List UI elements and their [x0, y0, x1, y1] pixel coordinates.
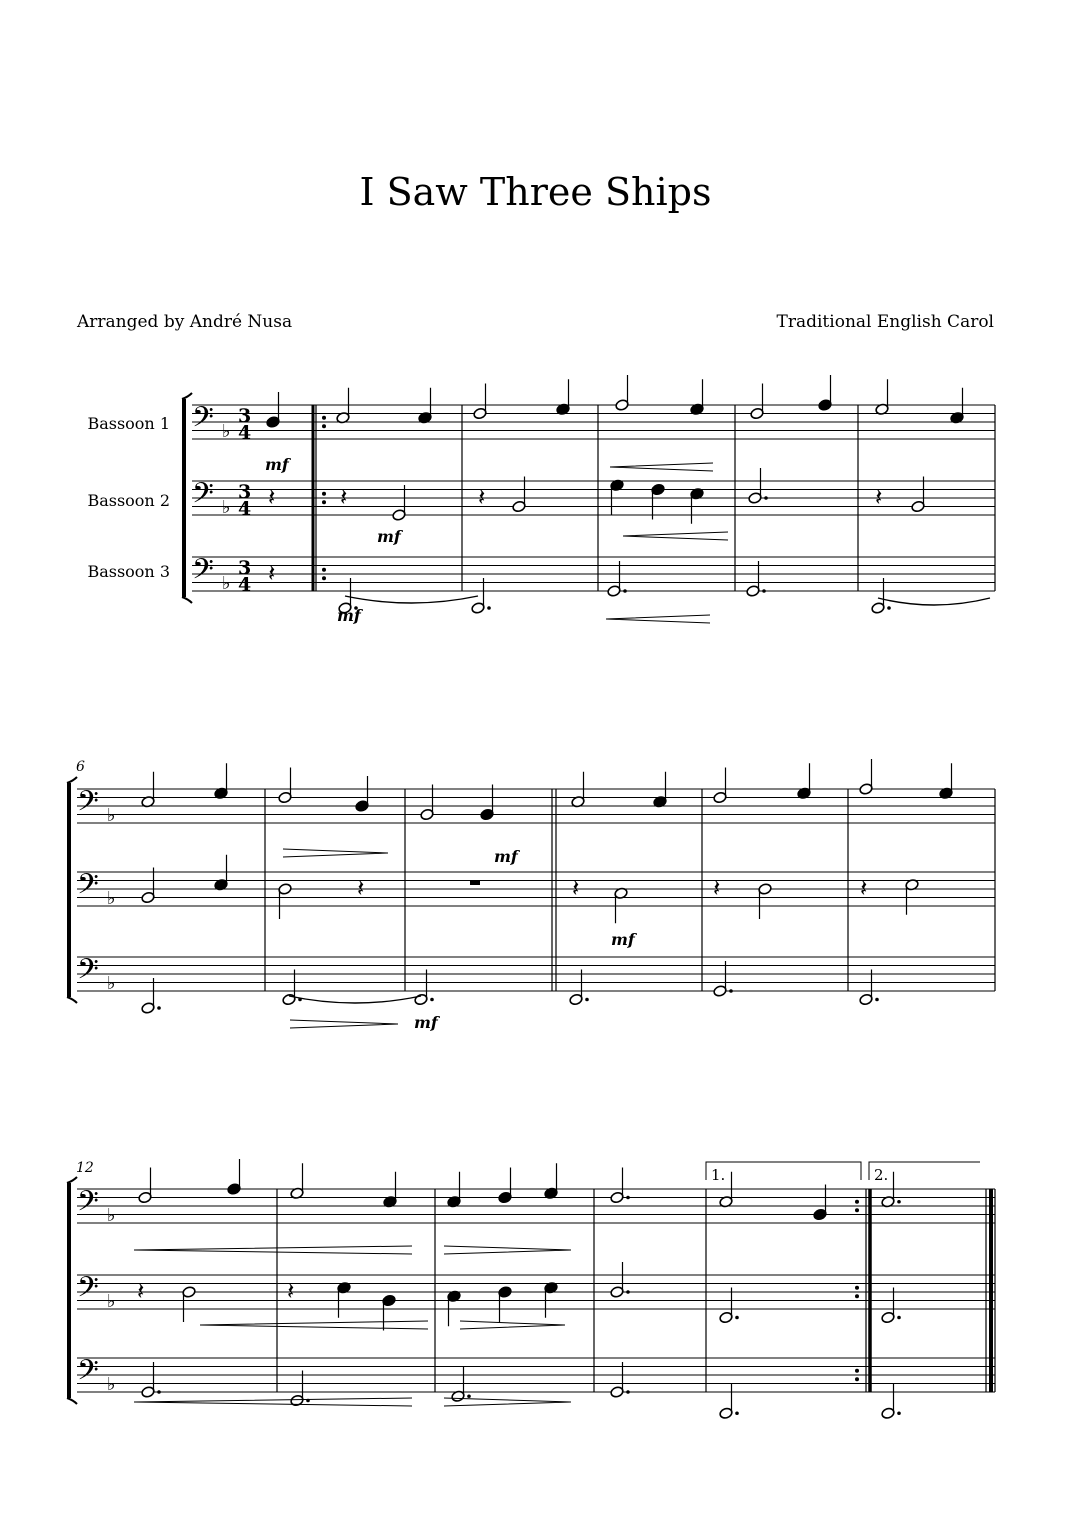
part-name-bassoon-3: Bassoon 3: [87, 562, 170, 581]
dynamic-mf: mf: [377, 527, 401, 546]
dot: [430, 998, 434, 1002]
flat-icon: ♭: [107, 1374, 116, 1395]
flat-icon: ♭: [107, 805, 116, 826]
quarter-rest-icon: 𝄽: [268, 559, 276, 587]
dot: [626, 1196, 630, 1200]
volta-first-label: 1.: [711, 1166, 726, 1184]
dot: [729, 989, 733, 993]
quarter-rest-icon: 𝄽: [713, 874, 721, 902]
flat-icon: ♭: [222, 573, 231, 594]
diminuendo-hairpin: [444, 1246, 571, 1254]
quarter-rest-icon: 𝄽: [860, 874, 868, 902]
dot: [887, 606, 891, 610]
tie: [878, 598, 990, 605]
volta-bracket-first: [706, 1162, 861, 1180]
system-bracket: [182, 399, 186, 597]
repeat-dot: [322, 492, 326, 496]
crescendo-hairpin: [134, 1398, 412, 1406]
flat-icon: ♭: [107, 1205, 116, 1226]
bass-clef-icon: 𝄢: [192, 553, 214, 593]
dynamic-mf: mf: [265, 455, 289, 474]
system-bracket: [67, 777, 77, 783]
flat-icon: ♭: [222, 497, 231, 518]
quarter-rest-icon: 𝄽: [268, 483, 276, 511]
system-bracket: [67, 1183, 71, 1398]
crescendo-hairpin: [134, 1246, 412, 1254]
time-signature-denominator: 4: [238, 498, 252, 520]
time-signature-numerator: 3: [238, 481, 252, 503]
part-name-bassoon-2: Bassoon 2: [87, 491, 170, 510]
bass-clef-icon: 𝄢: [77, 785, 99, 825]
dot: [487, 606, 491, 610]
time-signature-denominator: 4: [238, 422, 252, 444]
diminuendo-hairpin: [444, 1398, 571, 1406]
repeat-dot: [322, 576, 326, 580]
tie: [289, 996, 421, 1003]
composer-credit: Traditional English Carol: [776, 312, 994, 332]
volta-second-label: 2.: [874, 1166, 889, 1184]
dot: [897, 1411, 901, 1415]
repeat-dot: [855, 1294, 859, 1298]
dot: [762, 589, 766, 593]
time-signature-denominator: 4: [238, 574, 252, 596]
bass-clef-icon: 𝄢: [192, 477, 214, 517]
arranger-credit: Arranged by André Nusa: [77, 312, 293, 332]
repeat-dot: [322, 568, 326, 572]
quarter-rest-icon: 𝄽: [572, 874, 580, 902]
dynamic-mf: mf: [611, 930, 635, 949]
time-signature-numerator: 3: [238, 405, 252, 427]
measure-number-12: 12: [76, 1160, 94, 1176]
dynamics-and-hairpins: [134, 455, 990, 1406]
bass-clef-icon: 𝄢: [77, 953, 99, 993]
dot: [897, 1200, 901, 1204]
crescendo-hairpin: [623, 532, 728, 540]
repeat-dot: [855, 1208, 859, 1212]
system-bracket: [182, 597, 192, 603]
system-bracket: [182, 393, 192, 399]
bass-clef-icon: 𝄢: [77, 868, 99, 908]
bass-clef-icon: 𝄢: [77, 1354, 99, 1394]
dot: [897, 1316, 901, 1320]
repeat-dot: [322, 500, 326, 504]
dynamic-mf: mf: [414, 1013, 438, 1032]
system-bracket: [67, 1398, 77, 1404]
dot: [626, 1390, 630, 1394]
quarter-rest-icon: 𝄽: [340, 483, 348, 511]
repeat-dot: [322, 424, 326, 428]
system-bracket: [67, 1177, 77, 1183]
dot: [585, 998, 589, 1002]
repeat-dot: [322, 416, 326, 420]
dot: [623, 589, 627, 593]
quarter-rest-icon: 𝄽: [875, 483, 883, 511]
quarter-rest-icon: 𝄽: [357, 874, 365, 902]
dot: [157, 1390, 161, 1394]
whole-rest-icon: [470, 881, 480, 886]
tie: [345, 596, 478, 603]
dynamic-mf: mf: [494, 847, 518, 866]
diminuendo-hairpin: [460, 1321, 565, 1329]
staff-lines: [77, 405, 995, 1392]
crescendo-hairpin: [200, 1321, 428, 1329]
flat-icon: ♭: [222, 421, 231, 442]
system-bracket: [67, 783, 71, 997]
diminuendo-hairpin: [290, 1020, 398, 1028]
dot: [735, 1316, 739, 1320]
time-signature-numerator: 3: [238, 557, 252, 579]
part-name-bassoon-1: Bassoon 1: [87, 414, 170, 433]
system-bracket: [67, 997, 77, 1003]
dot: [467, 1394, 471, 1398]
flat-icon: ♭: [107, 888, 116, 909]
barlines: [67, 393, 995, 1404]
bass-clef-icon: 𝄢: [77, 1185, 99, 1225]
quarter-rest-icon: 𝄽: [478, 483, 486, 511]
dot: [626, 1290, 630, 1294]
bass-clef-icon: 𝄢: [192, 401, 214, 441]
crescendo-hairpin: [606, 615, 710, 623]
quarter-rest-icon: 𝄽: [137, 1277, 145, 1305]
repeat-dot: [855, 1200, 859, 1204]
dot: [764, 496, 768, 500]
repeat-dot: [855, 1377, 859, 1381]
flat-icon: ♭: [107, 973, 116, 994]
quarter-rest-icon: 𝄽: [287, 1277, 295, 1305]
diminuendo-hairpin: [283, 849, 388, 857]
dynamic-mf: mf: [337, 606, 361, 625]
repeat-dot: [855, 1286, 859, 1290]
score-title: I Saw Three Ships: [359, 170, 712, 214]
repeat-dot: [855, 1369, 859, 1373]
measure-number-6: 6: [76, 759, 85, 775]
bass-clef-icon: 𝄢: [77, 1271, 99, 1311]
dot: [735, 1411, 739, 1415]
dot: [157, 1006, 161, 1010]
dot: [875, 998, 879, 1002]
crescendo-hairpin: [610, 463, 713, 471]
flat-icon: ♭: [107, 1291, 116, 1312]
